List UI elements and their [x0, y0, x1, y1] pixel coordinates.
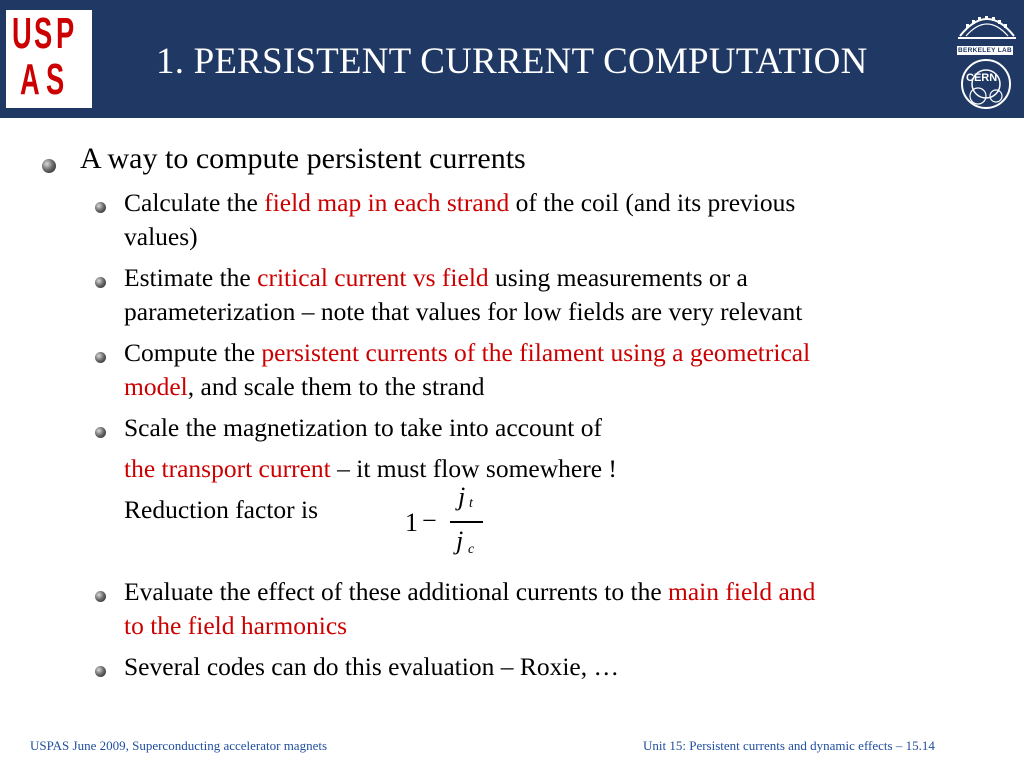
- level2-bullet-icon: [95, 591, 106, 602]
- level2-bullet-icon: [95, 202, 106, 213]
- uspas-logo-letter: A: [20, 55, 40, 104]
- bullet-compute-line2: model, and scale them to the strand: [124, 372, 485, 401]
- level1-bullet-text: A way to compute persistent currents: [80, 142, 526, 175]
- slide-body: [0, 118, 1024, 718]
- bullet-estimate-line1: Estimate the critical current vs field using measurements or a: [124, 263, 748, 292]
- footer-course-info: USPAS June 2009, Superconducting accelerator magnets: [30, 738, 328, 753]
- cern-label: CERN: [966, 72, 998, 84]
- formula-numerator-subscript: t: [469, 496, 473, 511]
- bullet-estimate-line2: parameterization – note that values for low fields are very relevant: [124, 297, 803, 326]
- formula-denominator-subscript: c: [468, 542, 475, 557]
- uspas-logo-letter: U: [12, 9, 32, 58]
- level2-bullet-icon: [95, 427, 106, 438]
- bullet-evaluate-line2: to the field harmonics: [124, 611, 348, 640]
- uspas-logo-letter: P: [56, 9, 75, 58]
- level2-bullet-icon: [95, 666, 106, 677]
- level2-bullet-icon: [95, 277, 106, 288]
- formula-numerator: j: [458, 482, 466, 511]
- partner-logos: [954, 6, 1020, 114]
- bullet-calculate-line2: values): [124, 222, 198, 251]
- slide-header: [0, 0, 1024, 118]
- footer-unit-info: Unit 15: Persistent currents and dynamic effects – 15.14: [643, 738, 935, 753]
- bullet-scale-line1: Scale the magnetization to take into account of: [124, 413, 602, 442]
- berkeley-lab-label: BERKELEY LAB: [957, 47, 1013, 54]
- reduction-factor-formula: [405, 482, 495, 572]
- berkeley-lab-icon: [954, 6, 1020, 46]
- cern-logo-icon: [956, 58, 1016, 116]
- bullet-codes-line1: Several codes can do this evaluation – Roxie, …: [124, 652, 619, 681]
- level1-bullet-icon: [42, 159, 56, 173]
- uspas-logo-letter: S: [34, 9, 53, 58]
- formula-minus: −: [422, 506, 437, 535]
- formula-fraction-bar: [450, 521, 483, 523]
- bullet-evaluate-line1: Evaluate the effect of these additional currents to the main field and: [124, 577, 816, 606]
- slide-title: 1. PERSISTENT CURRENT COMPUTATION: [156, 41, 868, 82]
- formula-one: 1: [405, 508, 418, 537]
- bullet-compute-line1: Compute the persistent currents of the filament using a geometrical: [124, 338, 811, 367]
- uspas-logo: [6, 10, 92, 108]
- uspas-logo-letter: S: [46, 55, 65, 104]
- bullet-scale-line2: the transport current – it must flow somewhere !: [124, 454, 617, 483]
- level2-bullet-icon: [95, 352, 106, 363]
- bullet-calculate-line1: Calculate the field map in each strand of the coil (and its previous: [124, 188, 796, 217]
- bullet-scale-line3: Reduction factor is: [124, 495, 319, 524]
- formula-denominator: j: [456, 526, 464, 555]
